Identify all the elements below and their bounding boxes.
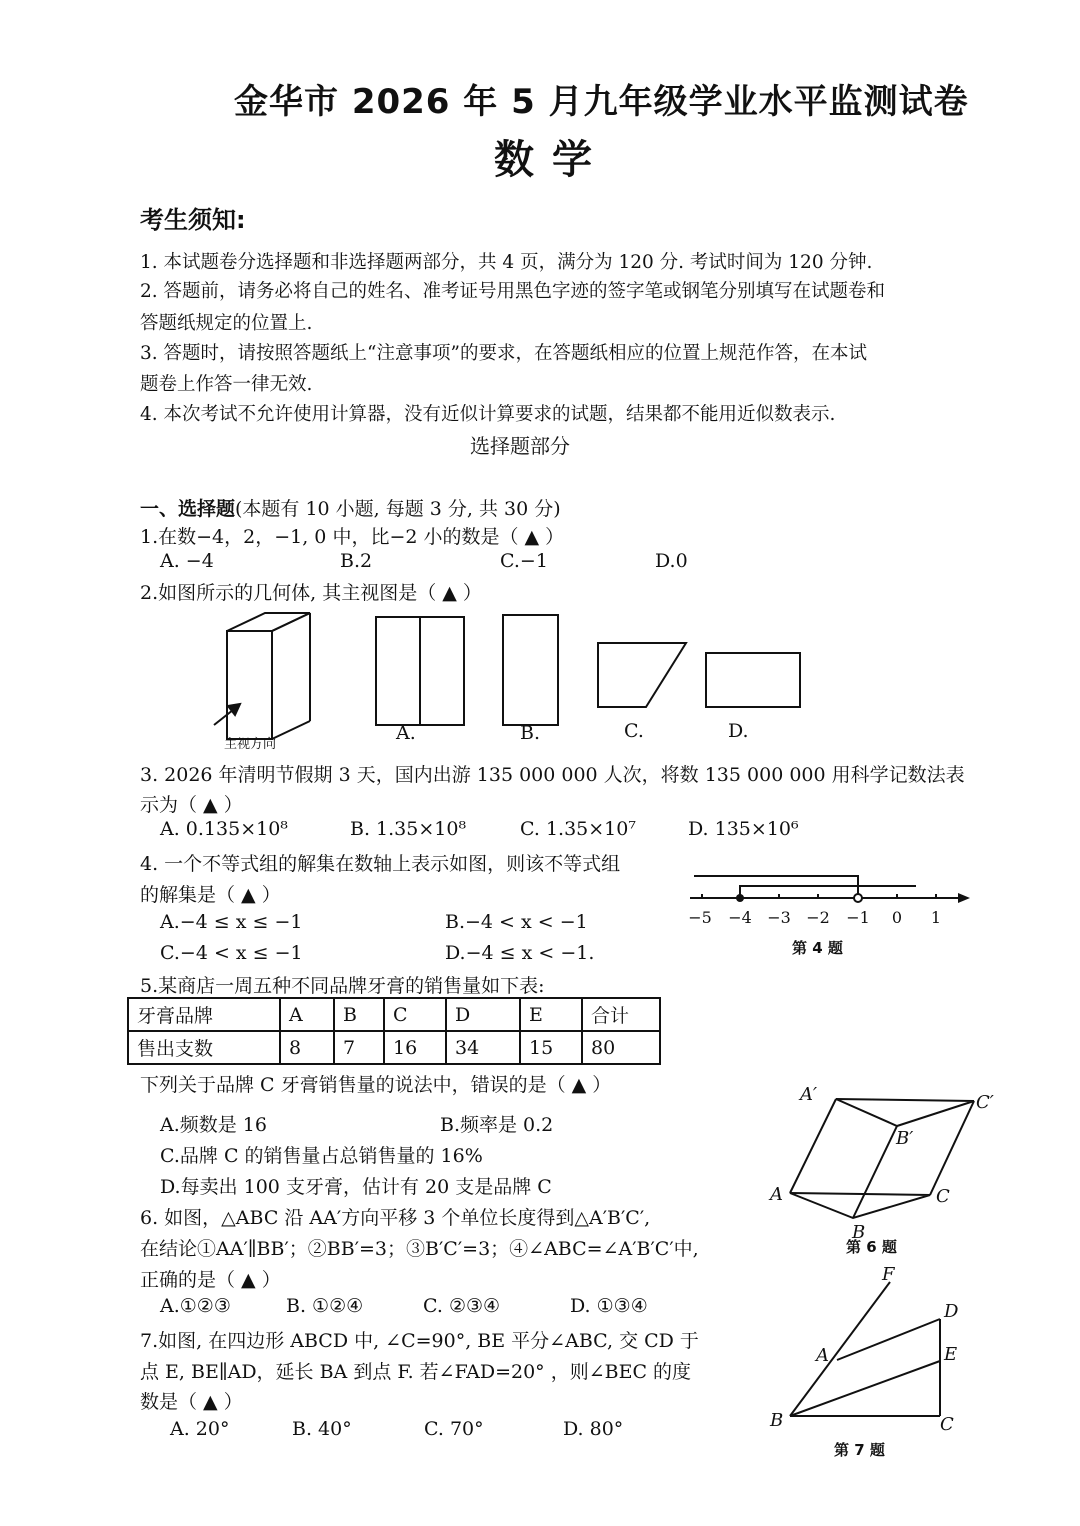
tick-label-7: 1 bbox=[930, 908, 942, 927]
q7-option-c: C. 70° bbox=[424, 1418, 484, 1440]
q3-option-d: D. 135×10⁶ bbox=[688, 818, 799, 840]
option-d-shape bbox=[706, 653, 800, 707]
cuboid-solid bbox=[227, 613, 310, 739]
q3-option-a: A. 0.135×10⁸ bbox=[160, 818, 288, 840]
q1-option-d: D.0 bbox=[655, 550, 688, 572]
tick-label-6: 0 bbox=[891, 908, 903, 927]
table-cell: 16 bbox=[384, 1031, 446, 1064]
table-cell: 8 bbox=[280, 1031, 334, 1064]
point-a: A bbox=[816, 1345, 829, 1366]
q5-stem: 5.某商店一周五种不同品牌牙膏的销售量如下表: bbox=[140, 975, 545, 997]
q3-stem-line2: 示为（ ▲ ） bbox=[140, 794, 243, 816]
point-d: D bbox=[944, 1301, 959, 1322]
q4-stem-line2: 的解集是（ ▲ ） bbox=[140, 884, 281, 906]
q6-caption: 第 6 题 bbox=[846, 1238, 897, 1256]
tick-label-4: −2 bbox=[806, 908, 830, 927]
part1-heading-rest: (本题有 10 小题, 每题 3 分, 共 30 分) bbox=[235, 498, 561, 520]
q2-option-b: B. bbox=[520, 722, 541, 744]
q7-stem-line1: 7.如图, 在四边形 ABCD 中, ∠C=90°, BE 平分∠ABC, 交 CD 于 bbox=[140, 1330, 699, 1352]
point-minus4 bbox=[736, 894, 744, 902]
point-minus1 bbox=[854, 894, 862, 902]
table-cell: 34 bbox=[446, 1031, 520, 1064]
q6-stem-line3: 正确的是（ ▲ ） bbox=[140, 1269, 281, 1291]
q7-option-b: B. 40° bbox=[292, 1418, 352, 1440]
q4-option-b: B.−4 < x < −1 bbox=[445, 911, 588, 933]
table-cell: C bbox=[384, 998, 446, 1031]
point-b: B bbox=[852, 1222, 866, 1243]
notice-line-4: 4. 本次考试不允许使用计算器，没有近似计算要求的试题，结果都不能用近似数表示. bbox=[140, 404, 836, 425]
table-row bbox=[128, 1031, 660, 1064]
q7-figure bbox=[760, 1262, 1000, 1437]
subject-title: 数学 bbox=[494, 137, 610, 183]
q3-option-b: B. 1.35×10⁸ bbox=[350, 818, 467, 840]
q5-sales-table bbox=[127, 997, 661, 1065]
option-c-shape bbox=[598, 643, 686, 707]
q7-caption: 第 7 题 bbox=[834, 1441, 885, 1459]
q4-option-a: A.−4 ≤ x ≤ −1 bbox=[160, 911, 303, 933]
q4-caption: 第 4 题 bbox=[792, 939, 843, 957]
q6-option-a: A.①②③ bbox=[160, 1295, 231, 1317]
q5-option-c: C.品牌 C 的销售量占总销售量的 16% bbox=[160, 1145, 483, 1167]
segment-bf bbox=[790, 1282, 890, 1416]
table-header-row bbox=[128, 998, 660, 1031]
part1-heading bbox=[140, 494, 561, 521]
point-c: C bbox=[936, 1186, 950, 1207]
q5-option-d: D.每卖出 100 支牙膏，估计有 20 支是品牌 C bbox=[160, 1176, 552, 1198]
table-cell: 合计 bbox=[582, 998, 660, 1031]
table-cell: A bbox=[280, 998, 334, 1031]
table-cell: 80 bbox=[582, 1031, 660, 1064]
table-cell: 牙膏品牌 bbox=[128, 998, 280, 1031]
number-line-arrow bbox=[958, 893, 970, 903]
notice-line-1: 1. 本试题卷分选择题和非选择题两部分，共 4 页，满分为 120 分. 考试时间为 120 分钟. bbox=[140, 252, 873, 273]
point-b-prime: B′ bbox=[896, 1128, 914, 1149]
q2-stem: 2.如图所示的几何体, 其主视图是（ ▲ ） bbox=[140, 582, 482, 604]
point-c: C bbox=[940, 1414, 954, 1435]
q6-stem-line2: 在结论①AA′∥BB′；②BB′=3；③B′C′=3；④∠ABC=∠A′B′C′中, bbox=[140, 1238, 699, 1260]
ray-right bbox=[740, 886, 916, 898]
segment-ad bbox=[837, 1319, 940, 1360]
q7-option-d: D. 80° bbox=[563, 1418, 624, 1440]
point-a-prime: A′ bbox=[800, 1084, 818, 1105]
q6-option-d: D. ①③④ bbox=[570, 1295, 648, 1317]
q2-option-a: A. bbox=[396, 722, 416, 744]
tick-label-2: −4 bbox=[728, 908, 752, 927]
q6-option-b: B. ①②④ bbox=[286, 1295, 364, 1317]
option-b-shape bbox=[503, 615, 558, 725]
q6-stem-line1: 6. 如图，△ABC 沿 AA′方向平移 3 个单位长度得到△A′B′C′, bbox=[140, 1207, 651, 1229]
point-b: B bbox=[770, 1410, 784, 1431]
table-cell: D bbox=[446, 998, 520, 1031]
exam-title: 金华市 2026 年 5 月九年级学业水平监测试卷 bbox=[234, 82, 969, 122]
q4-option-d: D.−4 ≤ x < −1. bbox=[445, 942, 595, 964]
q1-stem: 1.在数−4，2，−1, 0 中，比−2 小的数是（ ▲ ） bbox=[140, 526, 565, 548]
table-cell: 15 bbox=[520, 1031, 582, 1064]
notice-line-2b: 答题纸规定的位置上. bbox=[140, 313, 313, 334]
q7-stem-line2: 点 E, BE∥AD，延长 BA 到点 F. 若∠FAD=20° ，则∠BEC 的度 bbox=[140, 1361, 692, 1383]
q1-option-a: A. −4 bbox=[160, 550, 214, 572]
q3-stem-line1: 3. 2026 年清明节假期 3 天，国内出游 135 000 000 人次，将数 135 000 000 用科学记数法表 bbox=[140, 764, 965, 786]
q5-option-b: B.频率是 0.2 bbox=[440, 1114, 554, 1136]
q2-option-d: D. bbox=[728, 720, 749, 742]
tick-label-3: −3 bbox=[767, 908, 791, 927]
q4-stem-line1: 4. 一个不等式组的解集在数轴上表示如图，则该不等式组 bbox=[140, 853, 621, 875]
q6-option-c: C. ②③④ bbox=[423, 1295, 501, 1317]
notice-line-2: 2. 答题前，请务必将自己的姓名、准考证号用黑色字迹的签字笔或钢笔分别填写在试题卷和 bbox=[140, 281, 886, 302]
tick-label-5: −1 bbox=[846, 908, 870, 927]
q2-option-c: C. bbox=[624, 720, 644, 742]
q2-figures bbox=[200, 605, 820, 755]
q6-figure bbox=[760, 1080, 1000, 1260]
segment-be bbox=[790, 1361, 940, 1416]
table-cell: B bbox=[334, 998, 384, 1031]
table-cell: E bbox=[520, 998, 582, 1031]
tick-label-1: −5 bbox=[688, 908, 712, 927]
part1-heading-bold: 一、选择题 bbox=[140, 498, 236, 520]
table-cell: 售出支数 bbox=[128, 1031, 280, 1064]
table-cell: 7 bbox=[334, 1031, 384, 1064]
point-f: F bbox=[882, 1264, 895, 1285]
option-a-shape bbox=[376, 617, 464, 725]
q5-question: 下列关于品牌 C 牙膏销售量的说法中，错误的是（ ▲ ） bbox=[140, 1074, 612, 1096]
q7-stem-line3: 数是（ ▲ ） bbox=[140, 1391, 243, 1413]
point-e: E bbox=[944, 1344, 958, 1365]
triangle-abc-prime bbox=[836, 1099, 974, 1126]
number-line bbox=[680, 868, 980, 930]
q7-option-a: A. 20° bbox=[170, 1418, 230, 1440]
q1-option-c: C.−1 bbox=[500, 550, 548, 572]
q5-option-a: A.频数是 16 bbox=[160, 1114, 267, 1136]
point-a: A bbox=[770, 1184, 783, 1205]
notice-line-3: 3. 答题时，请按照答题纸上“注意事项”的要求，在答题纸相应的位置上规范作答，在本试 bbox=[140, 343, 867, 364]
point-c-prime: C′ bbox=[976, 1092, 994, 1113]
q2-direction-label: 主视方向 bbox=[224, 737, 277, 752]
q1-option-b: B.2 bbox=[340, 550, 373, 572]
notice-line-3b: 题卷上作答一律无效. bbox=[140, 374, 313, 395]
q4-option-c: C.−4 < x ≤ −1 bbox=[160, 942, 303, 964]
notice-heading: 考生须知: bbox=[140, 206, 246, 234]
section-title: 选择题部分 bbox=[470, 434, 570, 458]
q3-option-c: C. 1.35×10⁷ bbox=[520, 818, 636, 840]
